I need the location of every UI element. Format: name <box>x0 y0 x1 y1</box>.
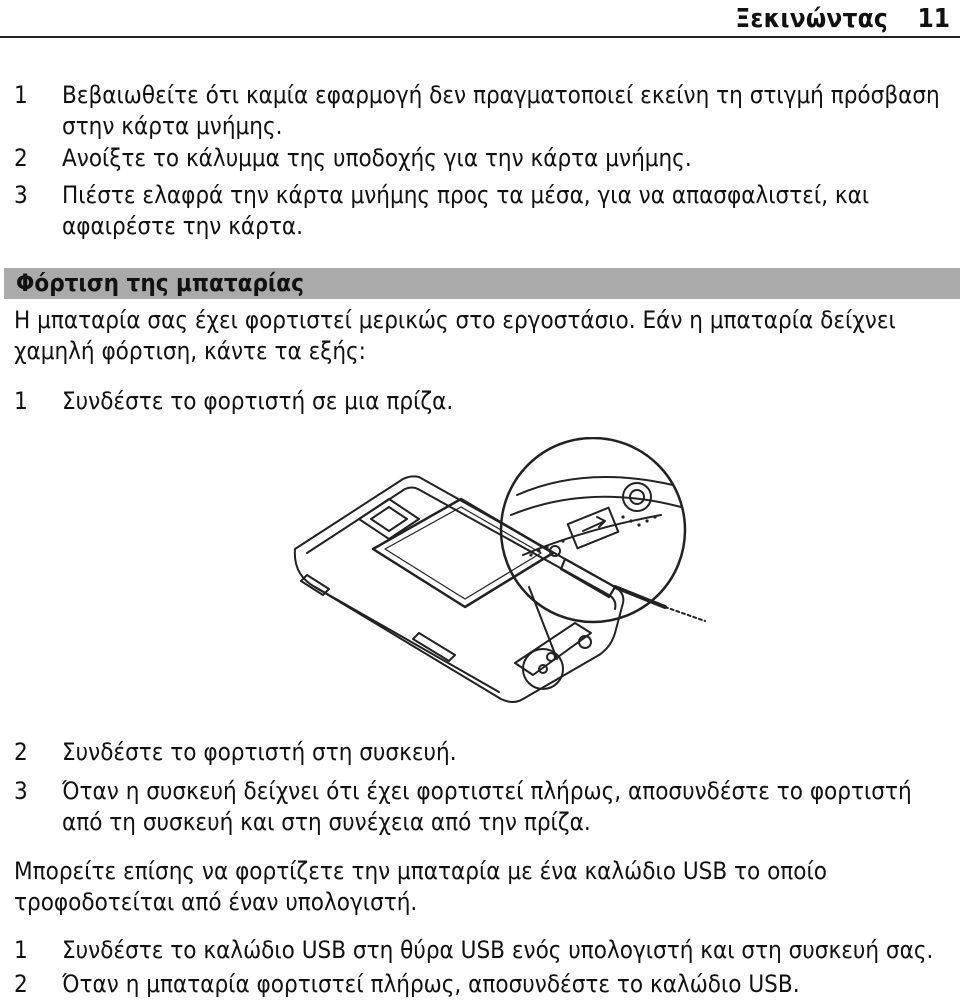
chapter-title: Ξεκινώντας <box>735 4 888 34</box>
step-text: Συνδέστε το καλώδιο USB στη θύρα USB ενός υπολογιστή και στη συσκευή σας. <box>62 936 934 964</box>
step-text: Όταν η συσκευή δείχνει ότι έχει φορτιστεί πλήρως, αποσυνδέστε το φορτιστή από τη συσκευή και στη συνέχεια από την πρίζα. <box>62 777 912 836</box>
usb-step-1 <box>0 935 950 966</box>
step-text: Πιέστε ελαφρά την κάρτα μνήμης προς τα μέσα, για να απασφαλιστεί, και αφαιρέστε την κάρτα. <box>62 181 870 240</box>
step-number: 2 <box>14 738 28 766</box>
charging-step-2 <box>0 737 950 768</box>
phone-charger-connection-illustration <box>285 437 725 710</box>
step-number: 2 <box>14 970 28 998</box>
step-text: Συνδέστε το φορτιστή σε μια πρίζα. <box>62 387 454 415</box>
charging-intro: Η μπαταρία σας έχει φορτιστεί μερικώς στο εργοστάσιο. Εάν η μπαταρία δείχνει χαμηλή φόρτιση, κάντε τα εξής: <box>14 306 896 365</box>
page-number: 11 <box>917 4 950 34</box>
step-text: Βεβαιωθείτε ότι καμία εφαρμογή δεν πραγματοποιεί εκείνη τη στιγμή πρόσβαση στην κάρτα μνήμης. <box>62 81 940 140</box>
charging-step-1 <box>0 386 950 417</box>
step-number: 1 <box>14 936 28 964</box>
step-number: 3 <box>14 181 28 209</box>
page-header <box>0 0 960 38</box>
section-title: Φόρτιση της μπαταρίας <box>16 269 304 297</box>
charging-step-3 <box>0 776 950 838</box>
usb-step-2 <box>0 969 950 1000</box>
memory-step-1 <box>0 80 950 142</box>
step-text: Όταν η μπαταρία φορτιστεί πλήρως, αποσυνδέστε το καλώδιο USB. <box>62 970 800 998</box>
usb-intro: Μπορείτε επίσης να φορτίζετε την μπαταρία με ένα καλώδιο USB το οποίο τροφοδοτείται από έναν υπολογιστή. <box>14 857 827 916</box>
step-text: Ανοίξτε το κάλυμμα της υποδοχής για την κάρτα μνήμης. <box>62 144 692 172</box>
step-number: 3 <box>14 777 28 805</box>
step-number: 1 <box>14 387 28 415</box>
memory-step-2 <box>0 143 950 174</box>
step-text: Συνδέστε το φορτιστή στη συσκευή. <box>62 738 457 766</box>
step-number: 1 <box>14 81 28 109</box>
section-heading-bar <box>4 268 960 299</box>
step-number: 2 <box>14 144 28 172</box>
memory-step-3 <box>0 180 950 242</box>
